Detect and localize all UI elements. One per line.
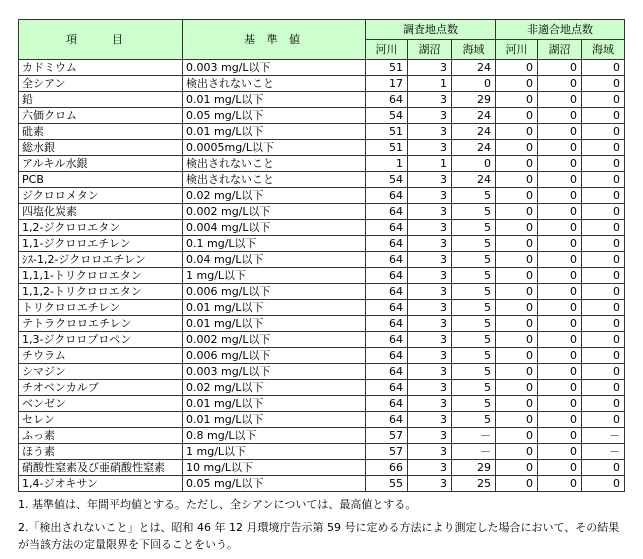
row-survey-count: 64: [366, 268, 408, 284]
row-noncompliant-count: 0: [538, 396, 582, 412]
table-row: [19, 460, 625, 476]
row-survey-count: 3: [408, 444, 452, 460]
table-row: [19, 412, 625, 428]
row-item-name: PCB: [19, 172, 183, 188]
row-survey-count: 3: [408, 124, 452, 140]
row-standard-value: 0.01 mg/L以下: [183, 396, 366, 412]
row-survey-count: 64: [366, 364, 408, 380]
row-survey-count: 1: [366, 156, 408, 172]
row-survey-count: 3: [408, 140, 452, 156]
header-sub: 海域: [582, 40, 625, 60]
row-item-name: ふっ素: [19, 428, 183, 444]
row-survey-count: 3: [408, 380, 452, 396]
table-row: [19, 252, 625, 268]
row-survey-count: 3: [408, 364, 452, 380]
table-row: [19, 364, 625, 380]
row-survey-count: 64: [366, 252, 408, 268]
header-item: 項 目: [19, 20, 183, 60]
row-survey-count: 5: [452, 188, 496, 204]
notes: [18, 496, 624, 553]
row-survey-count: 64: [366, 284, 408, 300]
table-row: [19, 124, 625, 140]
row-noncompliant-count: 0: [538, 188, 582, 204]
row-standard-value: 0.04 mg/L以下: [183, 252, 366, 268]
row-item-name: 四塩化炭素: [19, 204, 183, 220]
note-1: 1. 基準値は、年間平均値とする。ただし、全シアンについては、最高値とする。: [18, 498, 417, 511]
header-survey-points: 調査地点数: [366, 20, 496, 40]
row-noncompliant-count: 0: [582, 300, 625, 316]
table-row: [19, 268, 625, 284]
row-noncompliant-count: 0: [582, 172, 625, 188]
row-noncompliant-count: 0: [582, 236, 625, 252]
row-noncompliant-count: 0: [496, 140, 538, 156]
row-survey-count: 3: [408, 220, 452, 236]
row-survey-count: 66: [366, 460, 408, 476]
row-item-name: セレン: [19, 412, 183, 428]
row-survey-count: 5: [452, 252, 496, 268]
row-standard-value: 0.01 mg/L以下: [183, 412, 366, 428]
row-noncompliant-count: 0: [496, 124, 538, 140]
table-row: [19, 220, 625, 236]
header-standard: 基 準 値: [183, 20, 366, 60]
row-survey-count: 64: [366, 204, 408, 220]
row-standard-value: 1 mg/L以下: [183, 268, 366, 284]
row-survey-count: 29: [452, 92, 496, 108]
row-survey-count: 5: [452, 220, 496, 236]
row-item-name: チウラム: [19, 348, 183, 364]
row-item-name: 1,1-ジクロロエチレン: [19, 236, 183, 252]
row-item-name: 六価クロム: [19, 108, 183, 124]
row-survey-count: 51: [366, 60, 408, 76]
table-row: [19, 380, 625, 396]
row-survey-count: 64: [366, 380, 408, 396]
row-survey-count: 1: [408, 76, 452, 92]
row-survey-count: 3: [408, 236, 452, 252]
row-survey-count: 3: [408, 396, 452, 412]
row-standard-value: 0.003 mg/L以下: [183, 60, 366, 76]
row-item-name: ベンゼン: [19, 396, 183, 412]
table-row: [19, 236, 625, 252]
row-noncompliant-count: －: [582, 428, 625, 444]
row-noncompliant-count: 0: [582, 108, 625, 124]
row-survey-count: 64: [366, 396, 408, 412]
row-survey-count: 1: [408, 156, 452, 172]
row-survey-count: 3: [408, 316, 452, 332]
row-survey-count: 3: [408, 332, 452, 348]
row-noncompliant-count: 0: [582, 380, 625, 396]
row-noncompliant-count: 0: [496, 60, 538, 76]
row-noncompliant-count: 0: [496, 428, 538, 444]
row-survey-count: 64: [366, 220, 408, 236]
header-sub: 湖沼: [538, 40, 582, 60]
row-noncompliant-count: 0: [538, 476, 582, 492]
table-row: [19, 60, 625, 76]
row-noncompliant-count: 0: [538, 92, 582, 108]
table-row: [19, 140, 625, 156]
row-noncompliant-count: 0: [582, 140, 625, 156]
row-noncompliant-count: 0: [496, 284, 538, 300]
row-survey-count: 3: [408, 348, 452, 364]
row-noncompliant-count: 0: [538, 60, 582, 76]
row-standard-value: 0.004 mg/L以下: [183, 220, 366, 236]
table-row: [19, 172, 625, 188]
row-survey-count: 3: [408, 204, 452, 220]
row-survey-count: 24: [452, 60, 496, 76]
row-standard-value: 0.003 mg/L以下: [183, 364, 366, 380]
row-survey-count: 24: [452, 140, 496, 156]
row-survey-count: 5: [452, 396, 496, 412]
row-standard-value: 0.006 mg/L以下: [183, 284, 366, 300]
row-standard-value: 検出されないこと: [183, 76, 366, 92]
row-noncompliant-count: 0: [538, 460, 582, 476]
row-survey-count: 3: [408, 92, 452, 108]
row-noncompliant-count: 0: [496, 396, 538, 412]
row-survey-count: －: [452, 428, 496, 444]
row-noncompliant-count: 0: [582, 124, 625, 140]
row-standard-value: 0.02 mg/L以下: [183, 380, 366, 396]
row-noncompliant-count: 0: [582, 268, 625, 284]
table-row: [19, 316, 625, 332]
row-noncompliant-count: 0: [582, 348, 625, 364]
row-noncompliant-count: 0: [496, 412, 538, 428]
row-survey-count: 51: [366, 140, 408, 156]
row-noncompliant-count: 0: [538, 412, 582, 428]
row-noncompliant-count: 0: [582, 76, 625, 92]
row-noncompliant-count: 0: [538, 348, 582, 364]
row-noncompliant-count: 0: [538, 124, 582, 140]
row-survey-count: 5: [452, 300, 496, 316]
header-sub: 河川: [496, 40, 538, 60]
row-noncompliant-count: 0: [582, 60, 625, 76]
row-standard-value: 検出されないこと: [183, 172, 366, 188]
row-standard-value: 0.01 mg/L以下: [183, 316, 366, 332]
row-noncompliant-count: 0: [538, 332, 582, 348]
row-survey-count: 3: [408, 108, 452, 124]
row-noncompliant-count: 0: [496, 364, 538, 380]
row-standard-value: 0.05 mg/L以下: [183, 476, 366, 492]
table-row: [19, 428, 625, 444]
row-survey-count: 5: [452, 412, 496, 428]
row-survey-count: 51: [366, 124, 408, 140]
row-noncompliant-count: 0: [582, 364, 625, 380]
row-item-name: アルキル水銀: [19, 156, 183, 172]
row-noncompliant-count: 0: [582, 188, 625, 204]
row-noncompliant-count: 0: [496, 188, 538, 204]
row-noncompliant-count: 0: [538, 284, 582, 300]
row-survey-count: 3: [408, 284, 452, 300]
row-noncompliant-count: 0: [496, 204, 538, 220]
row-survey-count: 54: [366, 108, 408, 124]
row-noncompliant-count: 0: [582, 412, 625, 428]
row-survey-count: 5: [452, 364, 496, 380]
row-noncompliant-count: 0: [582, 476, 625, 492]
row-noncompliant-count: 0: [538, 300, 582, 316]
row-survey-count: 64: [366, 348, 408, 364]
row-survey-count: 24: [452, 124, 496, 140]
row-survey-count: 5: [452, 268, 496, 284]
row-noncompliant-count: 0: [538, 316, 582, 332]
row-noncompliant-count: 0: [538, 236, 582, 252]
row-survey-count: 24: [452, 172, 496, 188]
table-row: [19, 444, 625, 460]
note-2: 2.「検出されないこと」とは、昭和 46 年 12 月環境庁告示第 59 号に定める方法により測定した場合において、その結果が当該方法の定量限界を下回ることをいう。: [18, 521, 620, 551]
row-survey-count: 3: [408, 300, 452, 316]
table-row: [19, 348, 625, 364]
row-survey-count: 3: [408, 188, 452, 204]
row-survey-count: 57: [366, 444, 408, 460]
row-item-name: ジクロロメタン: [19, 188, 183, 204]
row-standard-value: 0.05 mg/L以下: [183, 108, 366, 124]
row-standard-value: 0.02 mg/L以下: [183, 188, 366, 204]
row-survey-count: 3: [408, 60, 452, 76]
row-survey-count: 3: [408, 268, 452, 284]
row-survey-count: 5: [452, 316, 496, 332]
row-survey-count: 3: [408, 412, 452, 428]
row-standard-value: 0.01 mg/L以下: [183, 300, 366, 316]
row-item-name: ほう素: [19, 444, 183, 460]
row-noncompliant-count: 0: [582, 252, 625, 268]
row-noncompliant-count: 0: [496, 220, 538, 236]
row-item-name: 砒素: [19, 124, 183, 140]
row-noncompliant-count: 0: [582, 332, 625, 348]
row-survey-count: 24: [452, 108, 496, 124]
row-item-name: ｼｽ-1,2-ジクロロエチレン: [19, 252, 183, 268]
row-item-name: 1,1,2-トリクロロエタン: [19, 284, 183, 300]
row-survey-count: 5: [452, 332, 496, 348]
row-noncompliant-count: 0: [538, 76, 582, 92]
header-noncompliant-points: 非適合地点数: [496, 20, 625, 40]
row-item-name: 1,1,1-トリクロロエタン: [19, 268, 183, 284]
row-standard-value: 1 mg/L以下: [183, 444, 366, 460]
table-row: [19, 300, 625, 316]
row-noncompliant-count: 0: [496, 76, 538, 92]
row-item-name: 1,3-ジクロロプロペン: [19, 332, 183, 348]
row-item-name: カドミウム: [19, 60, 183, 76]
row-noncompliant-count: 0: [538, 268, 582, 284]
row-standard-value: 0.006 mg/L以下: [183, 348, 366, 364]
row-survey-count: 64: [366, 188, 408, 204]
row-survey-count: 55: [366, 476, 408, 492]
row-survey-count: 54: [366, 172, 408, 188]
row-noncompliant-count: 0: [496, 172, 538, 188]
row-survey-count: 5: [452, 348, 496, 364]
row-survey-count: 57: [366, 428, 408, 444]
row-survey-count: 64: [366, 332, 408, 348]
row-standard-value: 0.002 mg/L以下: [183, 204, 366, 220]
row-noncompliant-count: 0: [538, 252, 582, 268]
header-sub: 湖沼: [408, 40, 452, 60]
table-row: [19, 76, 625, 92]
row-noncompliant-count: 0: [496, 348, 538, 364]
table-row: [19, 284, 625, 300]
row-item-name: 1,4-ジオキサン: [19, 476, 183, 492]
row-noncompliant-count: 0: [496, 380, 538, 396]
table-row: [19, 188, 625, 204]
row-survey-count: 25: [452, 476, 496, 492]
row-item-name: 硝酸性窒素及び亜硝酸性窒素: [19, 460, 183, 476]
row-survey-count: 0: [452, 76, 496, 92]
row-standard-value: 0.01 mg/L以下: [183, 124, 366, 140]
row-survey-count: 17: [366, 76, 408, 92]
row-survey-count: 5: [452, 204, 496, 220]
row-survey-count: 64: [366, 300, 408, 316]
row-standard-value: 0.0005mg/L以下: [183, 140, 366, 156]
row-standard-value: 10 mg/L以下: [183, 460, 366, 476]
row-noncompliant-count: 0: [538, 444, 582, 460]
row-survey-count: 64: [366, 92, 408, 108]
row-survey-count: 5: [452, 380, 496, 396]
row-noncompliant-count: 0: [496, 252, 538, 268]
row-standard-value: 0.01 mg/L以下: [183, 92, 366, 108]
row-survey-count: 64: [366, 316, 408, 332]
row-standard-value: 検出されないこと: [183, 156, 366, 172]
table-row: [19, 396, 625, 412]
row-noncompliant-count: 0: [496, 476, 538, 492]
row-noncompliant-count: 0: [496, 300, 538, 316]
row-survey-count: 5: [452, 236, 496, 252]
row-noncompliant-count: 0: [538, 364, 582, 380]
row-survey-count: 29: [452, 460, 496, 476]
row-item-name: シマジン: [19, 364, 183, 380]
table-body: [19, 60, 625, 492]
table-row: [19, 92, 625, 108]
header-sub: 河川: [366, 40, 408, 60]
row-noncompliant-count: 0: [496, 460, 538, 476]
row-noncompliant-count: －: [582, 444, 625, 460]
row-noncompliant-count: 0: [538, 380, 582, 396]
table-row: [19, 204, 625, 220]
table-row: [19, 332, 625, 348]
row-survey-count: 64: [366, 412, 408, 428]
row-standard-value: 0.8 mg/L以下: [183, 428, 366, 444]
row-survey-count: 3: [408, 172, 452, 188]
row-noncompliant-count: 0: [538, 220, 582, 236]
row-item-name: 1,2-ジクロロエタン: [19, 220, 183, 236]
row-noncompliant-count: 0: [538, 172, 582, 188]
row-noncompliant-count: 0: [538, 204, 582, 220]
row-survey-count: 3: [408, 460, 452, 476]
water-quality-standards-table: [18, 19, 625, 492]
row-survey-count: 64: [366, 236, 408, 252]
table-row: [19, 108, 625, 124]
row-survey-count: 5: [452, 284, 496, 300]
row-item-name: チオベンカルブ: [19, 380, 183, 396]
row-noncompliant-count: 0: [538, 108, 582, 124]
header-sub: 海域: [452, 40, 496, 60]
row-survey-count: 3: [408, 252, 452, 268]
row-item-name: トリクロロエチレン: [19, 300, 183, 316]
row-noncompliant-count: 0: [496, 444, 538, 460]
row-noncompliant-count: 0: [496, 332, 538, 348]
row-noncompliant-count: 0: [582, 316, 625, 332]
row-item-name: 鉛: [19, 92, 183, 108]
row-noncompliant-count: 0: [496, 236, 538, 252]
row-noncompliant-count: 0: [496, 316, 538, 332]
row-noncompliant-count: 0: [582, 220, 625, 236]
row-noncompliant-count: 0: [538, 428, 582, 444]
row-survey-count: 3: [408, 476, 452, 492]
row-standard-value: 0.002 mg/L以下: [183, 332, 366, 348]
row-noncompliant-count: 0: [582, 92, 625, 108]
row-noncompliant-count: 0: [496, 268, 538, 284]
row-item-name: 総水銀: [19, 140, 183, 156]
table-row: [19, 156, 625, 172]
table-row: [19, 476, 625, 492]
row-noncompliant-count: 0: [582, 460, 625, 476]
row-noncompliant-count: 0: [496, 108, 538, 124]
standards-table-section: [18, 19, 624, 559]
row-noncompliant-count: 0: [496, 156, 538, 172]
row-item-name: 全シアン: [19, 76, 183, 92]
row-item-name: テトラクロロエチレン: [19, 316, 183, 332]
row-noncompliant-count: 0: [496, 92, 538, 108]
row-noncompliant-count: 0: [538, 140, 582, 156]
row-survey-count: 0: [452, 156, 496, 172]
row-noncompliant-count: 0: [582, 396, 625, 412]
row-standard-value: 0.1 mg/L以下: [183, 236, 366, 252]
row-noncompliant-count: 0: [582, 284, 625, 300]
row-noncompliant-count: 0: [582, 156, 625, 172]
row-survey-count: 3: [408, 428, 452, 444]
row-survey-count: －: [452, 444, 496, 460]
row-noncompliant-count: 0: [582, 204, 625, 220]
row-noncompliant-count: 0: [538, 156, 582, 172]
